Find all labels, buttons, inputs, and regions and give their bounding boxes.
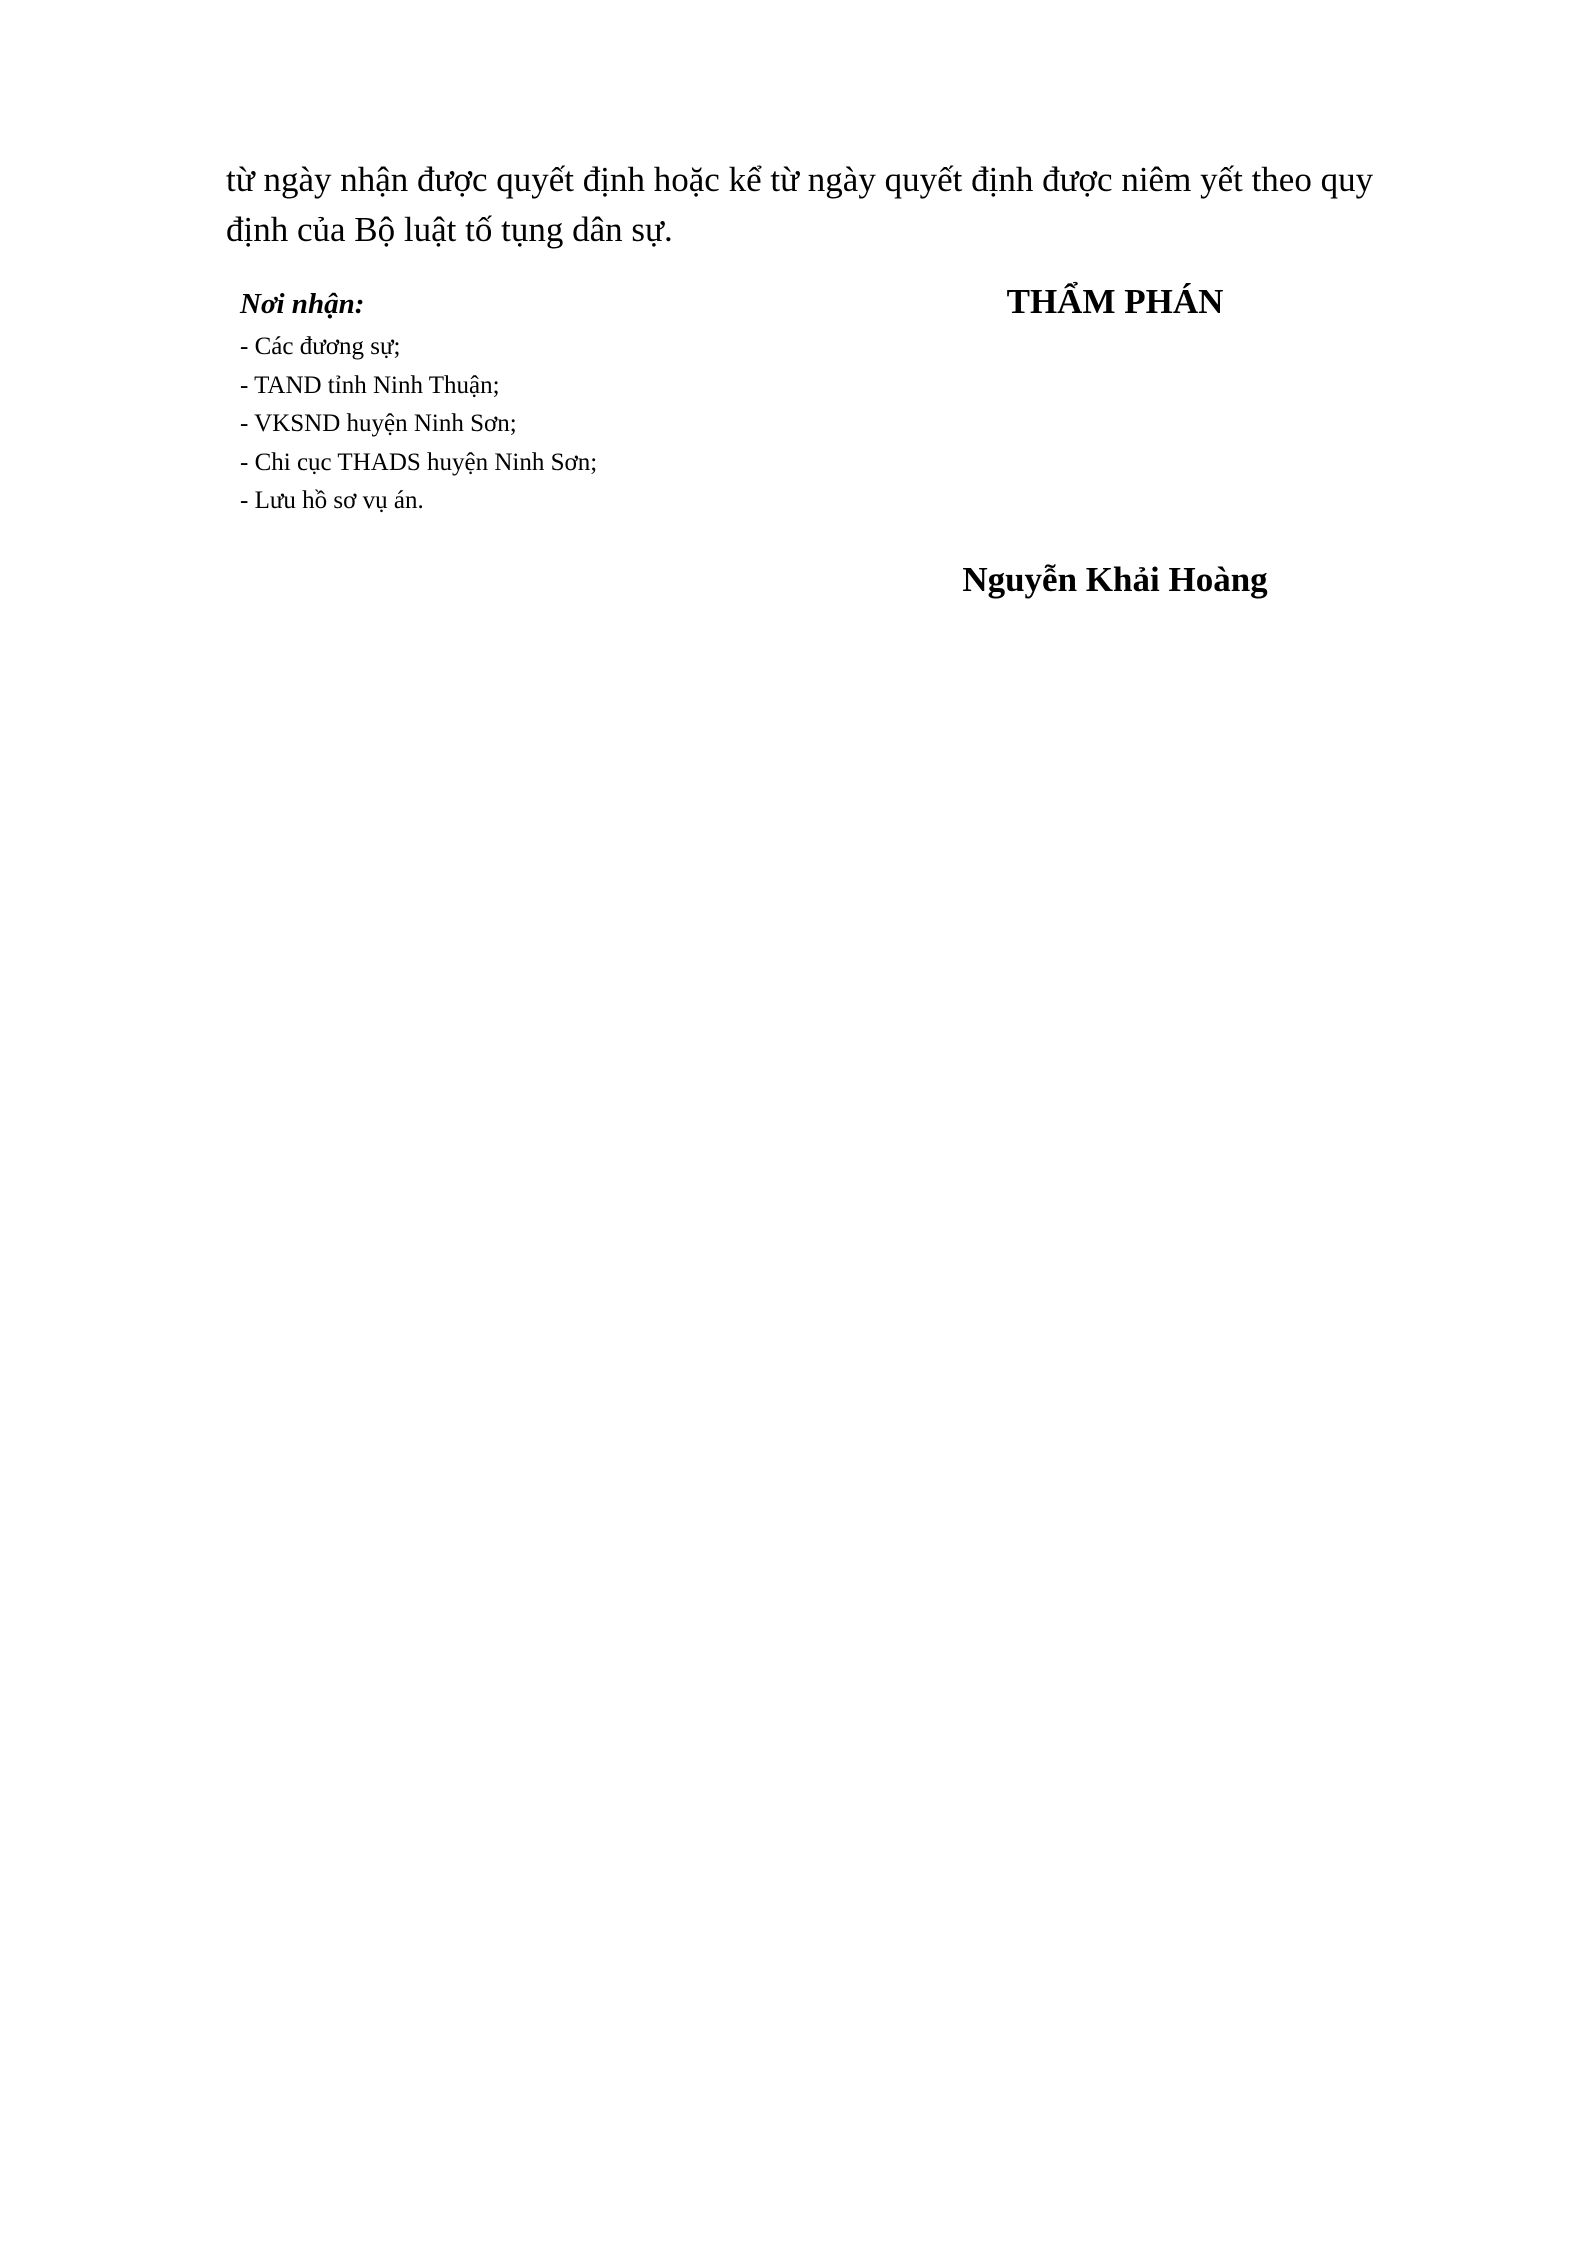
recipient-item: - Các đương sự; [240,333,401,360]
recipients-title: Nơi nhận: [240,288,365,320]
recipients-block [240,286,800,521]
signature-title: THẨM PHÁN [1006,282,1224,321]
recipient-item: - VKSND huyện Ninh Sơn; [240,410,517,437]
signature-block [900,280,1330,599]
recipient-item: - Lưu hồ sơ vụ án. [240,487,424,514]
recipient-item: - TAND tỉnh Ninh Thuận; [240,371,500,399]
recipient-item: - Chi cục THADS huyện Ninh Sơn; [240,448,598,476]
body-paragraph [226,155,1456,255]
body-line: định của Bộ luật tố tụng dân sự. [226,210,673,249]
signer-name: Nguyễn Khải Hoàng [962,560,1268,599]
recipients-list [240,328,800,521]
body-line: từ ngày nhận được quyết định hoặc kể từ ngày quyết định được niêm yết theo quy [226,160,1374,199]
